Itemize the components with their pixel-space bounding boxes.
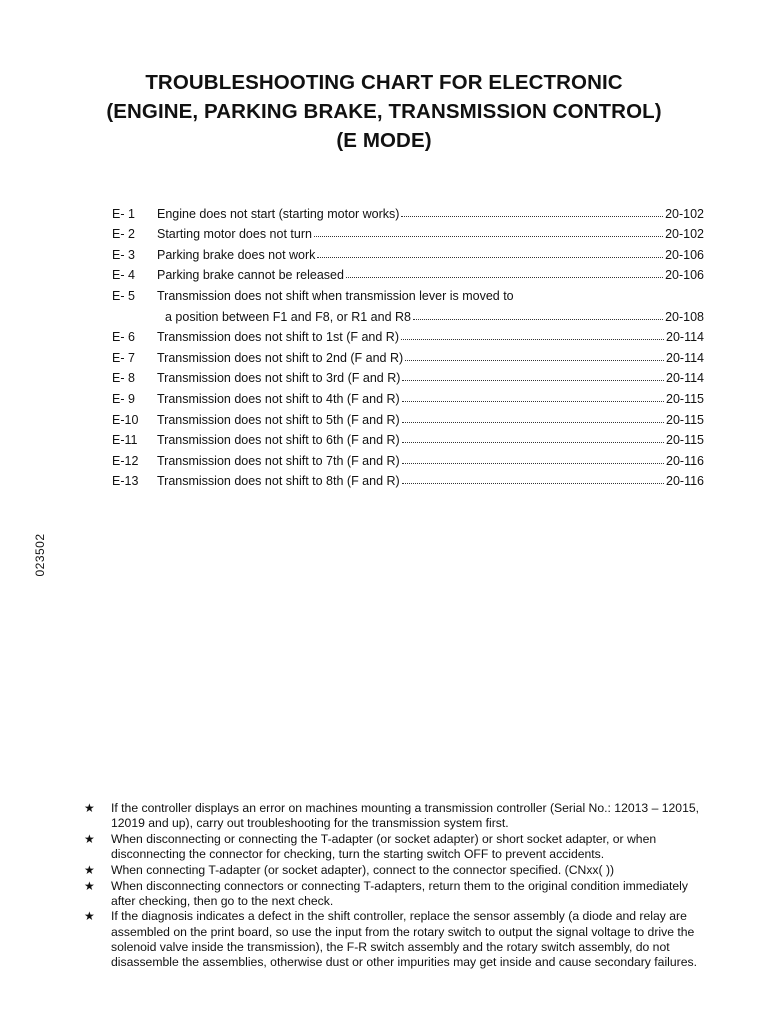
toc-page-number: 20-116 [666,453,704,468]
note-item [84,863,704,878]
toc-row [112,282,704,303]
toc-page-number: 20-106 [665,268,704,283]
toc-title: a position between F1 and F8, or R1 and R8 [165,309,411,324]
toc-page-number: 20-108 [665,309,704,324]
toc-title: Transmission does not shift to 8th (F and R) [157,474,400,489]
toc-code: E- 4 [112,268,135,283]
toc-title: Engine does not start (starting motor works) [157,206,400,221]
toc-row [112,262,704,283]
toc-title: Parking brake cannot be released [157,268,344,283]
note-text: When disconnecting or connecting the T-adapter (or socket adapter) or short socket adapter, or when disconnecting the connector for checking, turn the starting switch OFF to prevent accidents. [111,831,657,862]
toc-title: Transmission does not shift to 2nd (F and R) [157,350,404,365]
toc-title: Transmission does not shift to 3rd (F and R) [157,371,401,386]
note-text: If the controller displays an error on machines mounting a transmission controller (Serial No.: 12013 – 12015, 12019 and up), carry out troubleshooting for the transmission system first. [111,801,700,831]
toc-title: Transmission does not shift to 7th (F and R) [157,453,400,468]
toc-leader-dots [314,236,663,237]
toc-leader-dots [402,463,664,464]
table-of-contents [112,200,704,488]
toc-page-number: 20-114 [666,350,704,365]
toc-page-number: 20-114 [666,330,704,345]
toc-page-number: 20-106 [665,247,704,262]
toc-code: E-10 [112,412,139,427]
toc-title: Transmission does not shift to 1st (F and R) [157,330,399,345]
toc-code: E- 3 [112,247,135,262]
star-icon: ★ [84,831,95,846]
toc-code: E- 5 [112,288,135,303]
note-text: When disconnecting connectors or connecting T-adapters, return them to the original condition immediately after checking, then go to the next check. [111,878,688,908]
title-line-3: (E MODE) [336,129,432,152]
toc-page-number: 20-102 [665,227,704,242]
toc-row [112,427,704,448]
toc-leader-dots [317,257,663,258]
toc-row [112,344,704,365]
toc-leader-dots [346,277,663,278]
star-icon: ★ [84,862,95,877]
toc-page-number: 20-114 [666,371,704,386]
toc-page-number: 20-115 [666,391,704,406]
toc-code: E- 7 [112,350,135,365]
note-item [84,879,704,909]
toc-row [112,365,704,386]
note-item [84,801,704,831]
star-icon: ★ [84,878,95,893]
toc-row [112,324,704,345]
toc-title: Starting motor does not turn [157,227,312,242]
note-text: When connecting T-adapter (or socket adapter), connect to the connector specified. (CNxx( )) [111,862,615,877]
toc-row [112,468,704,489]
toc-title: Transmission does not shift when transmission lever is moved to [157,288,514,303]
toc-page-number: 20-115 [666,412,704,427]
star-icon: ★ [84,801,95,815]
toc-row [112,303,704,324]
title-line-2: (ENGINE, PARKING BRAKE, TRANSMISSION CONTROL) [106,100,662,123]
toc-row [112,385,704,406]
note-text: If the diagnosis indicates a defect in the shift controller, replace the sensor assembly (a diode and relay are assembled on the print board, so use the input from the rotary switch to output the signal voltage to drive the solenoid valve inside the transmission), the F-R switch assembly and the rotary switch assembly, do not disassemble the assemblies, otherwise dust or other impurities may get inside and cause secondary failures. [111,909,697,970]
toc-page-number: 20-116 [666,474,704,489]
toc-row [112,221,704,242]
toc-leader-dots [413,319,663,320]
toc-code: E- 6 [112,330,135,345]
toc-leader-dots [402,401,664,402]
toc-row [112,447,704,468]
toc-leader-dots [402,380,664,381]
toc-leader-dots [402,422,664,423]
toc-title: Transmission does not shift to 4th (F and R) [157,391,400,406]
toc-code: E-13 [112,474,139,489]
toc-code: E-12 [112,453,139,468]
toc-leader-dots [402,483,664,484]
note-item [84,832,704,862]
toc-code: E- 1 [112,206,135,221]
toc-page-number: 20-115 [666,433,704,448]
toc-leader-dots [401,216,663,217]
toc-row [112,406,704,427]
toc-title: Transmission does not shift to 5th (F and R) [157,412,400,427]
toc-title: Transmission does not shift to 6th (F and R) [157,433,400,448]
toc-leader-dots [405,360,664,361]
star-icon: ★ [84,909,95,924]
toc-code: E- 8 [112,371,135,386]
toc-code: E-11 [112,433,138,448]
toc-code: E- 9 [112,391,135,406]
page-title [0,68,768,155]
toc-page-number: 20-102 [665,206,704,221]
document-code: 023502 [33,533,47,577]
toc-title: Parking brake does not work [157,247,316,262]
note-item [84,909,704,970]
toc-code: E- 2 [112,227,135,242]
toc-leader-dots [401,339,664,340]
toc-row [112,200,704,221]
title-line-1: TROUBLESHOOTING CHART FOR ELECTRONIC [145,71,623,94]
toc-row [112,241,704,262]
toc-leader-dots [402,442,664,443]
notes-list [84,801,704,971]
